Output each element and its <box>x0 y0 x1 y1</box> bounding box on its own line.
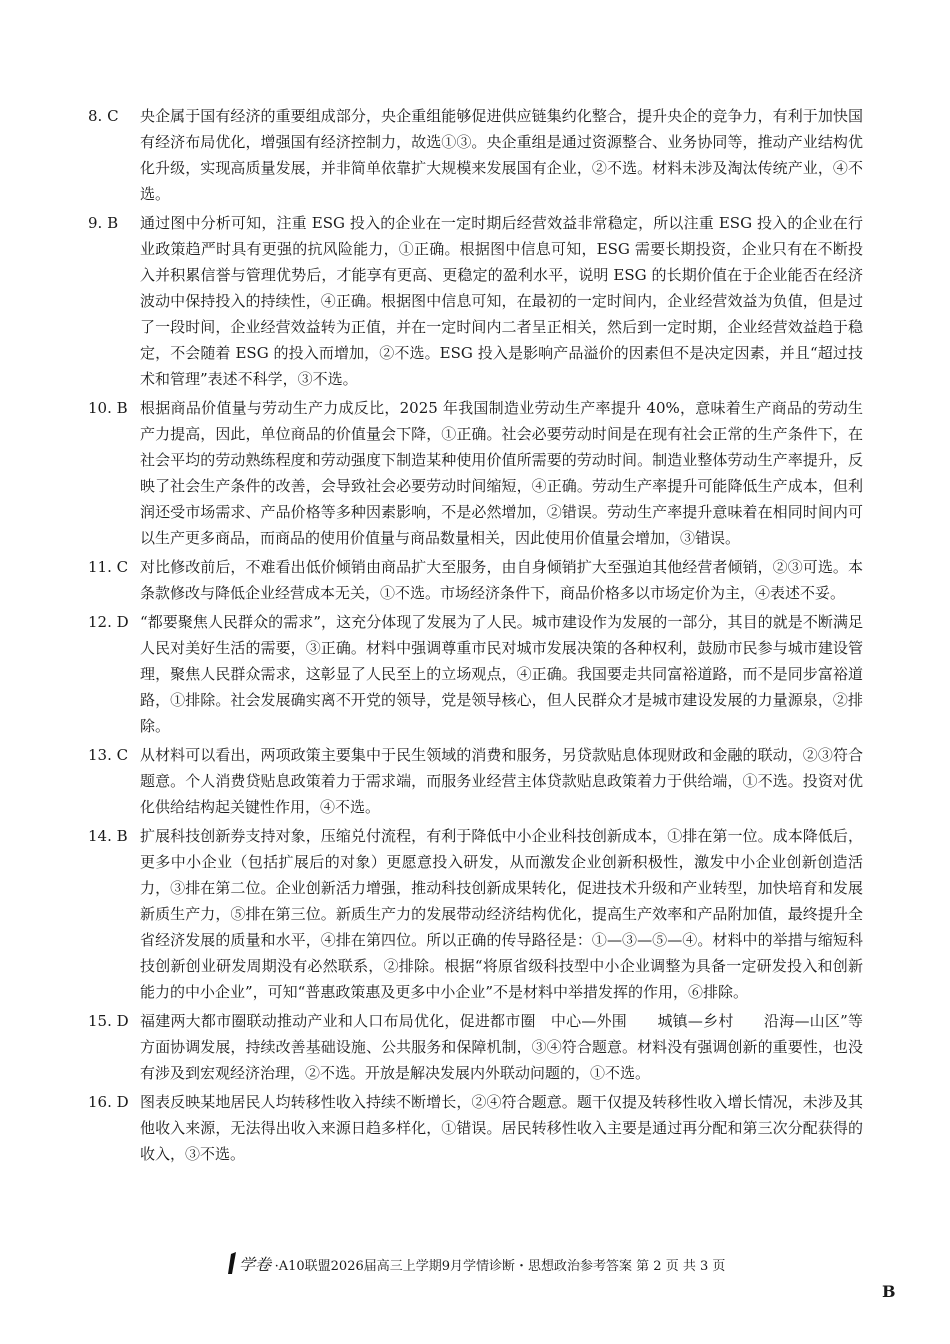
answer-item <box>88 210 863 392</box>
question-number: 11. <box>88 558 112 576</box>
brand-logo-icon <box>225 1250 273 1283</box>
answer-item <box>88 609 863 739</box>
answer-letter: B <box>116 399 128 417</box>
answer-explanation: 对比修改前后，不难看出低价倾销由商品扩大至服务，由自身倾销扩大至强迫其他经营者倾销，②③可选。本条款修改与降低企业经营成本无关，①不选。市场经济条件下，商品价格多以市场定价为主，④表述不妥。 <box>140 558 863 602</box>
answer-letter: C <box>107 107 119 125</box>
answer-explanation: 福建两大都市圈联动推动产业和人口布局优化，促进都市圈 中心—外围 城镇—乡村 沿海—山区”等方面协调发展，持续改善基础设施、公共服务和保障机制，③④符合题意。材料没有强调创新的重要性，也没有涉及到宏观经济治理，②不选。开放是解决发展内外联动问题的，①不选。 <box>140 1012 863 1082</box>
answer-letter: D <box>116 613 129 631</box>
answer-letter: B <box>116 827 128 845</box>
question-number: 12. <box>88 613 112 631</box>
answer-letter: C <box>116 558 129 576</box>
brand-logo-graphic <box>225 1250 273 1276</box>
corner-mark: B <box>882 1282 896 1301</box>
answer-list <box>88 103 863 1170</box>
footer-title: A10联盟2026届高三上学期9月学情诊断・思想政治参考答案 <box>278 1259 633 1274</box>
answer-item <box>88 823 863 1005</box>
footer-page-total: 共 3 页 <box>682 1259 726 1274</box>
answer-item <box>88 1008 863 1086</box>
answer-item <box>88 103 863 207</box>
answer-letter: B <box>107 214 119 232</box>
page-footer <box>0 1250 950 1283</box>
answer-item <box>88 1089 863 1167</box>
question-number: 13. <box>88 746 112 764</box>
footer-page-number: 第 2 页 <box>636 1259 679 1274</box>
answer-explanation: “都要聚焦人民群众的需求”，这充分体现了发展为了人民。城市建设作为发展的一部分，其目的就是不断满足人民对美好生活的需要，③正确。材料中强调尊重市民对城市发展决策的各种权利，鼓励市民参与城市建设管理，聚焦人民群众需求，这彰显了人民至上的立场观点，④正确。我国要走共同富裕道路，而不是同步富裕道路，①排除。社会发展确实离不开党的领导，党是领导核心，但人民群众才是城市建设发展的力量源泉，②排除。 <box>140 613 863 735</box>
answer-item <box>88 395 863 551</box>
answer-explanation: 通过图中分析可知，注重 ESG 投入的企业在一定时期后经营效益非常稳定，所以注重 ESG 投入的企业在行业政策趋严时具有更强的抗风险能力，①正确。根据图中信息可知，ESG 需要长期投资，企业只有在不断投入并积累信誉与管理优势后，才能享有更高、更稳定的盈利水平，说明 ESG 的长期价值在于企业能否在经济波动中保持投入的持续性，④正确。根据图中信息可知，在最初的一定时间内，企业经营效益为负值，但是过了一段时间，企业经营效益转为正值，并在一定时间内二者呈正相关，然后到一定时期，企业经营效益趋于稳定，不会随着 ESG 的投入而增加，②不选。ESG 投入是影响产品溢价的因素但不是决定因素，并且“超过技术和管理”表述不科学，③不选。 <box>140 214 863 388</box>
question-number: 10. <box>88 399 112 417</box>
question-number: 16. <box>88 1093 112 1111</box>
brand-logo-text: 学卷 <box>238 1255 271 1274</box>
answer-explanation: 图表反映某地居民人均转移性收入持续不断增长，②④符合题意。题干仅提及转移性收入增长情况，未涉及其他收入来源，无法得出收入来源日趋多样化，①错误。居民转移性收入主要是通过再分配和第三次分配获得的收入，③不选。 <box>140 1093 863 1163</box>
footer-separator: · <box>274 1259 279 1274</box>
answer-item <box>88 742 863 820</box>
question-number: 15. <box>88 1012 112 1030</box>
answer-explanation: 根据商品价值量与劳动生产力成反比，2025 年我国制造业劳动生产率提升 40%，意味着生产商品的劳动生产力提高，因此，单位商品的价值量会下降，①正确。社会必要劳动时间是在现有社会正常的生产条件下，在社会平均的劳动熟练程度和劳动强度下制造某种使用价值所需要的劳动时间。制造业整体劳动生产率提升，反映了社会生产条件的改善，会导致社会必要劳动时间缩短，④正确。劳动生产率提升可能降低生产成本，但利润还受市场需求、产品价格等多种因素影响，不是必然增加，②错误。劳动生产率提升意味着在相同时间内可以生产更多商品，而商品的使用价值量与商品数量相关，因此使用价值量会增加，③错误。 <box>140 399 863 547</box>
question-number: 9. <box>88 214 103 232</box>
answer-letter: C <box>116 746 129 764</box>
answer-letter: D <box>116 1012 129 1030</box>
answer-explanation: 扩展科技创新券支持对象，压缩兑付流程，有利于降低中小企业科技创新成本，①排在第一位。成本降低后，更多中小企业（包括扩展后的对象）更愿意投入研发，从而激发企业创新积极性，激发中小企业创新创造活力，③排在第二位。企业创新活力增强，推动科技创新成果转化，促进技术升级和产业转型，加快培育和发展新质生产力，⑤排在第三位。新质生产力的发展带动经济结构优化，提高生产效率和产品附加值，最终提升全省经济发展的质量和水平，④排在第四位。所以正确的传导路径是：①—③—⑤—④。材料中的举措与缩短科技创新创业研发周期没有必然联系，②排除。根据“将原省级科技型中小企业调整为具备一定研发投入和创新能力的中小企业”，可知“普惠政策惠及更多中小企业”不是材料中举措发挥的作用，⑥排除。 <box>140 827 863 1001</box>
answer-item <box>88 554 863 606</box>
answer-letter: D <box>116 1093 129 1111</box>
question-number: 14. <box>88 827 112 845</box>
answer-explanation: 从材料可以看出，两项政策主要集中于民生领域的消费和服务，另贷款贴息体现财政和金融的联动，②③符合题意。个人消费贷贴息政策着力于需求端，而服务业经营主体贷款贴息政策着力于供给端，①不选。投资对优化供给结构起关键性作用，④不选。 <box>140 746 863 816</box>
answer-explanation: 央企属于国有经济的重要组成部分，央企重组能够促进供应链集约化整合，提升央企的竞争力，有利于加快国有经济布局优化，增强国有经济控制力，故选①③。央企重组是通过资源整合、业务协同等，推动产业结构优化升级，实现高质量发展，并非简单依靠扩大规模来发展国有企业，②不选。材料未涉及淘汰传统产业，④不选。 <box>140 107 863 203</box>
question-number: 8. <box>88 107 103 125</box>
